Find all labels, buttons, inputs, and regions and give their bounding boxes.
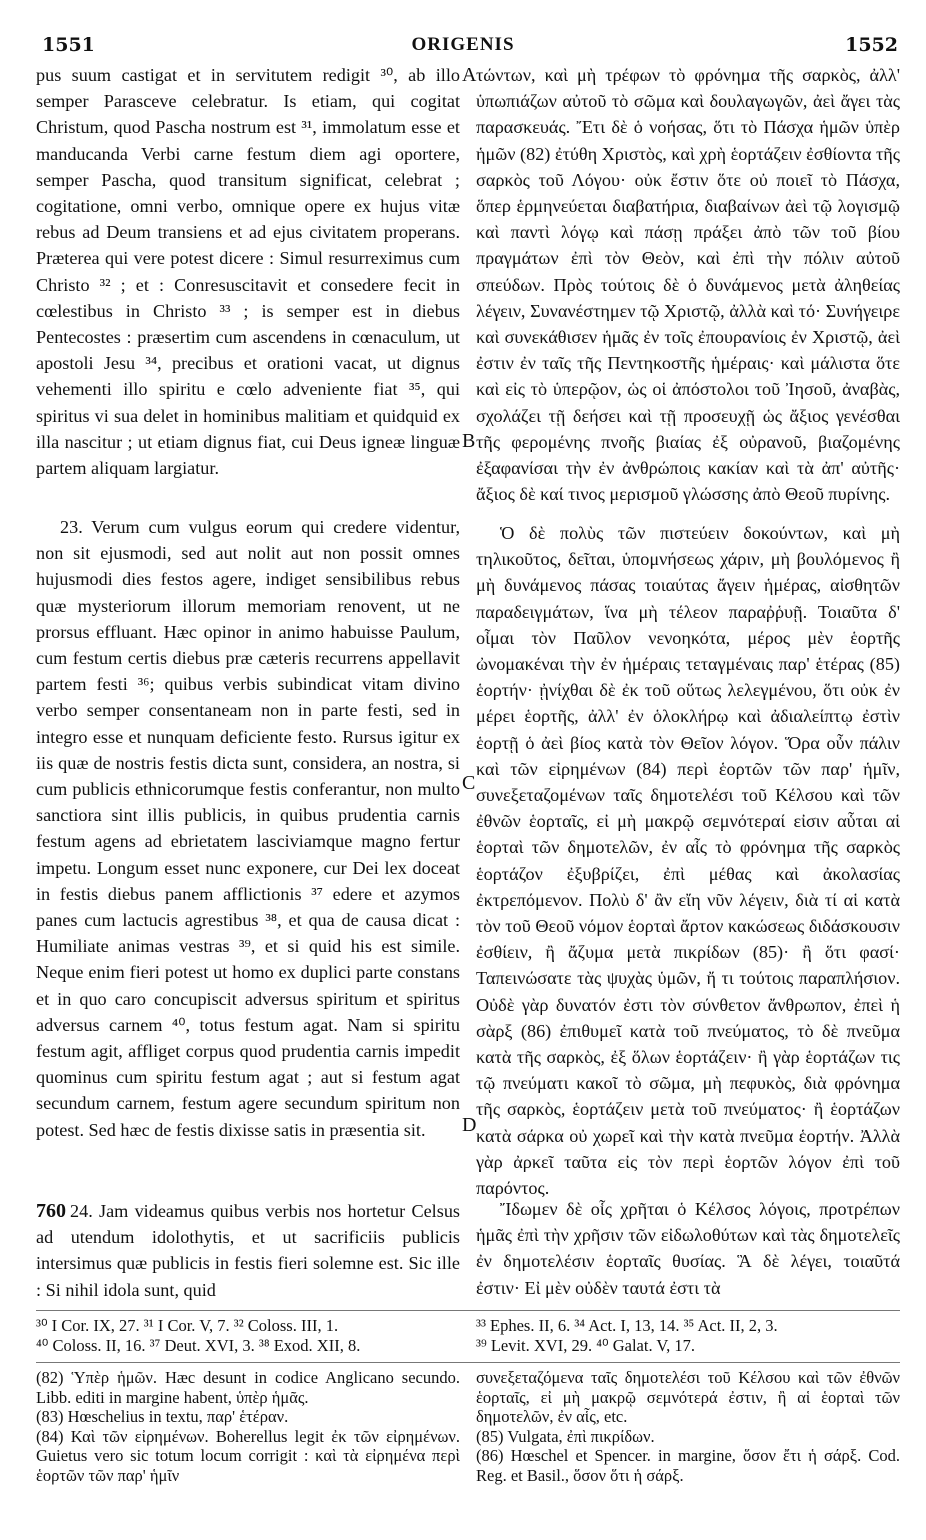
margin-letter-b: B [462,430,476,452]
footnote-line-right-2: ³⁹ Levit. XVI, 29. ⁴⁰ Galat. V, 17. [476,1336,696,1355]
editorial-notes-left [36,1368,460,1536]
footnote-line-left-2: ⁴⁰ Coloss. II, 16. ³⁷ Deut. XVI, 3. ³⁸ Exod. XII, 8. [36,1336,361,1355]
latin-column-lower [36,1198,460,1306]
editorial-note: (86) Hœschel et Spencer. in margine, ὅσον ἔτι ἡ σάρξ. Cod. Reg. et Basil., ὅσον ὅτι ἡ σάρξ. [476,1446,900,1485]
latin-paragraph-24: 24. Jam videamus quibus verbis nos hortetur Celsus ad utendum idolothytis, et ut sacrificiis publicis intersimus quæ publicis in festis fieri solemne est. Sic ille : Si nihil idola sunt, quid [36,1201,460,1300]
greek-paragraph-24: Ἴδωμεν δὲ οἷς χρῆται ὁ Κέλσος λόγοις, προτρέπων ἡμᾶς ἐπὶ τὴν χρῆσιν τῶν εἰδωλοθύτων καὶ τὰς δημοτελεῖς ἐν δημοτελέσιν ἑορταῖς θυσίας. Ἃ δὲ λέγει, τοιαῦτά ἐστιν· Εἰ μὲν οὐδὲν ταυτά ἐστι τὰ [476,1199,900,1298]
editorial-note: (84) Καὶ τῶν εἰρημένων. Boherellus legit ἐκ τῶν εἰρημένων. Guietus vero sic totum locum corrigit : καὶ τὰ εἰρημένα περὶ ἑορτῶν τῶν παρ' ἡμῖν [36,1426,460,1485]
editorial-note: (82) Ὑπὲρ ἡμῶν. Hæc desunt in codice Anglicano secundo. Libb. editi in margine habent, ὑπὲρ ἡμᾶς. [36,1368,460,1407]
margin-letter-d: D [462,1114,477,1136]
latin-column-middle [36,514,460,1194]
notes-rule [36,1362,900,1363]
greek-paragraph-22-end: τώντων, καὶ μὴ τρέφων τὸ φρόνημα τῆς σαρκὸς, ἀλλ' ὑπωπιάζων αὐτοῦ τὸ σῶμα καὶ δουλαγωγῶν, ἀεὶ ἄγει τὰς παρασκευάς. Ἔτι δὲ ὁ νοήσας, ὅτι τὸ Πάσχα ἡμῶν ὑπὲρ ἡμῶν (82) ἐτύθη Χριστὸς, καὶ χρὴ ἑορτάζειν ἐσθίοντα τῆς σαρκὸς τοῦ Λόγου· οὐκ ἔστιν ὅτε οὐ ποιεῖ τὸ Πάσχα, ὅπερ ἑρμηνεύεται διαβατήρια, διαβαίνων ἀεὶ τῷ λογισμῷ καὶ παντὶ λόγῳ καὶ πάσῃ πράξει ἀπὸ τῶν τοῦ βίου πραγμάτων ἐπὶ τὸν Θεὸν, καὶ ἐπὶ τὴν πόλιν αὐτοῦ σπεύδων. Πρὸς τούτοις δὲ ὁ δυνάμενος μετὰ ἀληθείας λέγειν, Συνανέστημεν τῷ Χριστῷ, ἀλλὰ καὶ τό· Συνήγειρε καὶ συνεκάθισεν ἡμᾶς ἐν τοῖς ἐπουρανίοις ἐν Χριστῷ, ἀεὶ ἐστιν ἐν ταῖς τῆς Πεντηκοστῆς ἡμέραις· καὶ μάλιστα ὅτε καὶ εἰς τὸ ὑπερῷον, ὡς οἱ ἀπόστολοι τοῦ Ἰησοῦ, ἀναβὰς, σχολάζει τῇ δεήσει καὶ τῇ προσευχῇ ὡς ἄξιος γενέσθαι τῆς φερομένης πνοῆς βιαίας ἐξ οὐρανοῦ, βιαζομένης ἐξαφανίσαι τὴν ἐν ἀνθρώποις κακίαν καὶ τὰ ἀπ' αὐτῆς· ἄξιος δὲ καί τινος μερισμοῦ γλώσσης ἀπὸ Θεοῦ πυρίνης. [476,65,900,505]
footnote-rule [36,1310,900,1311]
margin-letter-c: C [462,772,476,794]
column-number: 760 [36,1200,66,1222]
latin-paragraph-23: 23. Verum cum vulgus eorum qui credere videntur, non sit ejusmodi, sed aut nolit aut non possit omnes hujusmodi dies festos agere, indiget sensibilibus rebus quæ mysteriorum illorum memoriam renovent, ut ne prorsus effluant. Hæc opinor in animo habuisse Paulum, cum festum certis diebus præ cæteris recurrens appellavit partem festi ³⁶; quibus verbis subindicat vitam divino verbo semper consentaneam non in parte festi, sed in integro esse et nunquam deficiente festo. Rursus igitur ex iis quæ de nostris festis dicta sunt, considera, an nostra, si cum publicis ethnicorumque festis conferantur, non multo sanctiora sint illis publicis, in quibus prudentia carnis festum agens ad ebrietatem lasciviamque magno fertur impetu. Longum esset nunc exponere, cur Dei lex doceat in festis diebus panem afflictionis ³⁷ edere et azymos panes cum lactucis agrestibus ³⁸, et qua de causa dicat : Humiliate animas vestras ³⁹, et si quid his est simile. Neque enim fieri potest ut homo ex duplici parte constans et in quo caro concupiscit adversus spiritum et spiritus adversus carnem ⁴⁰, totus festum agat. Nam si spiritu festum agit, affliget corpus quod prudentia carnis impedit quominus cum spiritu festum agat ; aut si festum agat secundum carnem, festum agere secundum spiritum non potest. Sed hæc de festis dixisse satis in præsentia sit. [36,517,460,1140]
editorial-note: (85) Vulgata, ἐπὶ πικρίδων. [476,1426,655,1446]
latin-column-upper [36,62,460,479]
latin-paragraph-22-end: pus suum castigat et in servitutem redigit ³⁰, ab illo semper Parasceve celebratur. Is etiam, qui cogitat Christum, quod Pascha nostrum est ³¹, immolatum esse et manducanda Verbi carne festum diem agi oportere, semper Pascha, quod transitum significat, celebrat ; cogitatione, omni verbo, omnique opere ex hujus vitæ rebus ad Deum transiens et ad ejus civitatem properans. Præterea qui vere potest dicere : Simul resurreximus cum Christo ³² ; et : Conresuscitavit et consedere fecit in cœlestibus in Christo ³³ ; is semper est in diebus Pentecostes : præsertim cum ascendens in cœnaculum, ut apostoli Jesu ³⁴, precibus et orationi vacat, ut dignus vehementi illo spiritu e cœlo adveniente fiat ³⁵, qui spiritus vi sua delet in hominibus malitiam et quidquid ex illa nascitur ; ut etiam dignus fiat, cui Deus igneæ linguæ partem aliquam largiatur. [36,65,460,479]
greek-column-middle [476,520,900,1199]
greek-column-upper [476,62,900,518]
editorial-notes-right [476,1368,900,1536]
editorial-note: συνεξεταζόμενα ταῖς δημοτελέσι τοῦ Κέλσου καὶ τῶν ἐθνῶν ἑορταῖς, εἰ μὴ μακρῷ σεμνότερά ἐστιν, ἢ αἱ ἑορταὶ τῶν δημοτελῶν, ἐν αἷς, etc. [476,1368,900,1426]
footnote-line-left-1: ³⁰ I Cor. IX, 27. ³¹ I Cor. V, 7. ³² Coloss. III, 1. [36,1316,339,1335]
page-number-left: 1551 [42,34,95,56]
greek-column-lower [476,1196,900,1304]
footnote-line-right-1: ³³ Ephes. II, 6. ³⁴ Act. I, 13, 14. ³⁵ Act. II, 2, 3. [476,1316,778,1335]
running-title: ORIGENIS [411,34,515,55]
margin-letter-a: A [462,64,477,86]
greek-paragraph-23: Ὁ δὲ πολὺς τῶν πιστεύειν δοκούντων, καὶ μὴ τηλικοῦτος, δεῖται, ὑπομνήσεως χάριν, μὴ βουλόμενος ἢ μὴ δυνάμενος πάσας τοιαύτας ἄγειν ἡμέρας, αἰσθητῶν παραδειγμάτων, ἵνα μὴ τέλεον παραῤῥυῇ. Τοιαῦτα δ' οἶμαι τὸν Παῦλον νενοηκότα, μέρος μὲν ἑορτῆς ὠνομακέναι τὴν ἐν ἡμέραις τεταγμέναις παρ' ἑτέρας (85) ἑορτήν· ᾐνίχθαι δὲ ἐκ τοῦ οὕτως λελεγμένου, ὅτι οὐκ ἐν μέρει ἑορτῆς, ἀλλ' ἐν ὁλοκλήρῳ καὶ ἀδιαλείπτῳ ἐστὶν ἑορτῇ ὁ ἀεὶ βίος κατὰ τὸν Θεῖον λόγον. Ὅρα οὖν πάλιν καὶ τῶν εἰρημένων (84) περὶ ἑορτῶν τῶν παρ' ἡμῖν, συνεξεταζομένων ταῖς δημοτελέσι τοῦ Κέλσου καὶ τῶν ἐθνῶν ἑορταῖς, εἰ μὴ μακρῷ σεμνότεραί εἰσιν αὗται αἱ ἑορταὶ τῶν δημοτελῶν, ἐν αἷς τὸ φρόνημα τῆς σαρκὸς ἑορτάζον ἐξυβρίζει, ἐπὶ μέθας καὶ ἀκολασίας ἐκτρεπόμενον. Πολὺ δ' ἂν εἴη νῦν λέγειν, διὰ τί αἱ κατὰ τὸν τοῦ Θεοῦ νόμον ἑορταὶ ἄρτον κακώσεως διδάσκουσιν ἐσθίειν, ἢ ἄζυμα μετὰ πικρίδων (85)· ἢ ὅτι φασί· Ταπεινώσατε τὰς ψυχὰς ὑμῶν, ἤ τι τούτοις παραπλήσιον. Οὐδὲ γὰρ δυνατόν ἐστι τὸν σύνθετον ἄνθρωπον, ἐπεὶ ἡ σὰρξ (86) ἐπιθυμεῖ κατὰ τοῦ πνεύματος, τὸ δὲ πνεῦμα κατὰ τῆς σαρκὸς, ἐξ ὅλων ἑορτάζειν· ἢ γὰρ ἑορτάζων τις τῷ πνεύματι κακοῖ τὸ σῶμα, μὴ πεφυκὸς, διὰ φρόνημα τῆς σαρκὸς, ἑορτάζειν μετὰ τοῦ πνεύματος· ἢ ἑορτάζων κατὰ σάρκα οὐ χωρεῖ καὶ τὴν κατὰ πνεῦμα ἑορτήν. Ἀλλὰ γὰρ ἀρκεῖ ταῦτα εἰς τὸν περὶ ἑορτῶν λόγον ἐπὶ τοῦ παρόντος. [476,523,900,1199]
editorial-note: (83) Hœschelius in textu, παρ' ἑτέραν. [36,1407,289,1426]
page-number-right: 1552 [845,34,898,56]
